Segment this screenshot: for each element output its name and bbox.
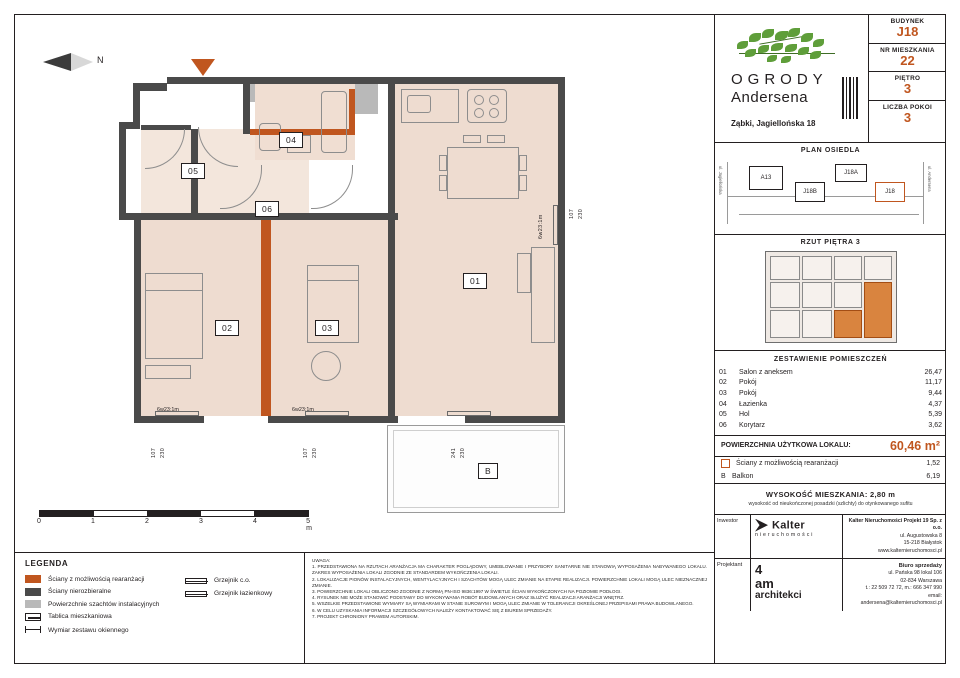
room-no-4: 05 xyxy=(719,411,727,419)
dimension-label-4: 107 xyxy=(569,208,575,219)
legend-swatch-shafts-icon xyxy=(25,600,41,608)
rooms-schedule-table xyxy=(715,367,946,431)
brand-identity-block xyxy=(715,15,946,143)
scale-bar xyxy=(37,510,312,532)
sales-info xyxy=(843,559,946,611)
table-row xyxy=(715,420,946,431)
designer-name-2: am xyxy=(755,576,774,592)
legend-column-right xyxy=(185,577,272,603)
room-name-2: Pokój xyxy=(739,389,757,397)
brand-address: Ząbki, Jagiellońska 18 xyxy=(731,119,816,128)
extra-row-walls-label: Ściany z możliwością rearanżacji xyxy=(736,460,839,468)
scale-tick-5: 5 m xyxy=(306,518,312,532)
legend-swatch-fixed-walls-icon xyxy=(25,588,41,596)
room-area-3: 4,37 xyxy=(928,400,942,408)
designer-name-1: 4 xyxy=(755,562,763,578)
notes-title: UWAGA: xyxy=(312,558,331,563)
dimension-label-3b: 230 xyxy=(460,447,466,458)
table-row xyxy=(715,399,946,410)
legend-label-0: Ściany z możliwością rearanżacji xyxy=(48,575,145,583)
room-area-1: 11,17 xyxy=(925,379,942,387)
room-area-0: 26,47 xyxy=(924,368,942,376)
investor-logo-sub: nieruchomości xyxy=(755,531,815,538)
designer-block xyxy=(715,559,946,611)
notes-line-2: 3. POWIERZCHNIE LOKALI OBLICZONO ZGODNIE Z NORMĄ PN-ISO 9836:1997 W ŚWIETLE ŚCIAN WYKOŃCZONYCH NA POZIOMIE PODŁOGI. xyxy=(312,588,622,594)
dimension-label-4b: 230 xyxy=(578,208,584,219)
drawing-sheet xyxy=(14,14,946,664)
reconfigurable-walls-swatch-icon xyxy=(721,459,730,468)
legend-swatch-window-dimension-icon xyxy=(25,625,41,635)
extra-row-walls-area: 1,52 xyxy=(926,460,940,468)
extra-row-balcony-label: Balkon xyxy=(732,473,754,481)
room-area-5: 3,62 xyxy=(928,421,942,429)
table-row xyxy=(715,409,946,420)
dimension-label-1b: 230 xyxy=(160,447,166,458)
site-plan-map xyxy=(715,156,946,234)
identity-rooms-label: LICZBA POKOI xyxy=(882,103,933,111)
site-plan-building-j18b[interactable]: J18B xyxy=(795,182,825,202)
identity-floor-label: PIĘTRO xyxy=(894,75,921,83)
room-name-4: Hol xyxy=(739,411,750,419)
brand-line-1: OGRODY xyxy=(731,71,828,88)
investor-block xyxy=(715,515,946,560)
site-plan-building-j18[interactable]: J18 xyxy=(875,182,905,202)
legend-item-radiator-co xyxy=(185,577,272,584)
sales-address-0: ul. Pańska 98 lokal 106 xyxy=(888,570,942,577)
floor-plan-thumb-title: RZUT PIĘTRA 3 xyxy=(800,239,861,246)
legend-item-3 xyxy=(25,613,294,621)
notes-line-5: 6. W CELU UZYSKANIA INFORMACJI SZCZEGÓŁOWYCH NALEŻY KONTAKTOWAĆ SIĘ Z BIUREM SPRZEDAŻY. xyxy=(312,607,553,613)
identity-rooms-value: 3 xyxy=(903,109,912,125)
room-name-1: Pokój xyxy=(739,379,757,387)
identity-floor xyxy=(869,72,946,101)
scale-tick-4: 4 xyxy=(253,518,257,525)
brand-line-2: Andersena xyxy=(731,89,809,106)
total-area-value: 60,46 m² xyxy=(889,438,940,453)
sales-title: Biuro sprzedaży xyxy=(898,563,942,570)
balcony-label: B xyxy=(478,463,498,479)
scale-tick-3: 3 xyxy=(199,518,203,525)
identity-values xyxy=(869,15,946,142)
ceiling-height-note: wysokość od nieukończonej posadzki (szlichty) do otynkowanego sufitu xyxy=(748,500,913,507)
identity-rooms xyxy=(869,101,946,129)
extra-row-balcony-area: 6,19 xyxy=(926,473,940,481)
identity-apartment-label: NR MIESZKANIA xyxy=(880,46,935,54)
ceiling-height-block xyxy=(715,484,946,515)
investor-address-1: 15-218 Białystok xyxy=(903,540,942,547)
compass-north-label: N xyxy=(97,55,104,65)
orientation-marker-icon xyxy=(191,59,215,76)
site-plan-title: PLAN OSIEDLA xyxy=(800,147,861,154)
room-number-06: 06 xyxy=(255,201,279,217)
identity-budynek xyxy=(869,15,946,44)
investor-label: Inwestor xyxy=(715,515,751,559)
legend-item-4 xyxy=(25,625,294,635)
ceiling-height-title: WYSOKOŚĆ MIESZKANIA: 2,80 m xyxy=(765,489,896,499)
identity-apartment-value: 22 xyxy=(900,52,915,68)
identity-floor-value: 3 xyxy=(903,81,912,97)
table-row xyxy=(715,378,946,389)
investor-info xyxy=(843,515,946,559)
room-number-03: 03 xyxy=(315,320,339,336)
tree-leaves-icon xyxy=(731,27,846,67)
identity-apartment xyxy=(869,44,946,73)
identity-budynek-label: BUDYNEK xyxy=(890,18,925,25)
floor-plan-drawing xyxy=(15,15,714,552)
room-number-05: 05 xyxy=(181,163,205,179)
barcode-icon xyxy=(842,77,860,119)
room-no-1: 02 xyxy=(719,379,727,387)
legend-label-3: Tablica mieszkaniowa xyxy=(48,613,112,620)
site-plan-building-a13[interactable]: A13 xyxy=(749,166,783,190)
legend-panel xyxy=(15,552,305,664)
title-block xyxy=(715,15,946,664)
room-no-0: 01 xyxy=(719,368,727,376)
floor-plan-thumb-block xyxy=(715,235,946,351)
sales-address-1: 02-834 Warszawa xyxy=(900,577,942,584)
notes-panel xyxy=(305,552,715,664)
floor-plan-area xyxy=(15,15,715,552)
compass-icon xyxy=(37,41,107,87)
legend-label-radiator-bath: Grzejnik łazienkowy xyxy=(214,590,273,597)
floor-plan-thumbnail xyxy=(715,248,946,350)
scale-tick-0: 0 xyxy=(37,518,41,525)
legend-label-4: Wymiar zestawu okiennego xyxy=(48,626,129,634)
legend-title: LEGENDA xyxy=(25,559,69,568)
scale-tick-2: 2 xyxy=(145,518,149,525)
dimension-label-2: 107 xyxy=(303,447,309,458)
room-number-04: 04 xyxy=(279,132,303,148)
scale-tick-1: 1 xyxy=(91,518,95,525)
kalter-chevron-icon xyxy=(755,519,768,532)
site-plan-building-j18a[interactable]: J18A xyxy=(835,164,867,182)
room-area-4: 5,39 xyxy=(928,411,942,419)
investor-logo-name: Kalter nieruchomości xyxy=(755,519,838,538)
investor-logo xyxy=(751,515,843,559)
window-label-3: 6w23:1m xyxy=(538,214,544,239)
window-label-1: 6w23:1m xyxy=(157,407,179,413)
dimension-label-1: 107 xyxy=(151,447,157,458)
balcony-mark: B xyxy=(721,473,726,481)
room-name-3: Łazienka xyxy=(739,400,768,408)
designer-label: Projektant xyxy=(715,559,751,611)
room-area-2: 9,44 xyxy=(928,389,942,397)
extra-row-balcony xyxy=(715,471,946,483)
dimension-label-2b: 230 xyxy=(312,447,318,458)
room-number-01: 01 xyxy=(463,273,487,289)
legend-swatch-apartment-plate-icon xyxy=(25,613,41,621)
designer-logo xyxy=(751,559,843,611)
identity-budynek-value: J18 xyxy=(896,24,919,39)
legend-label-2: Powierzchnie szachtów instalacyjnych xyxy=(48,600,160,608)
table-row xyxy=(715,388,946,399)
table-row xyxy=(715,367,946,378)
notes-line-3: 4. RYSUNEK NIE MOŻE STANOWIĆ PODSTAWY DO WYKONYWANIA ROBÓT BUDOWLANYCH ORAZ SŁUŻYĆ REALIZACJI ARANŻACJI WNĘTRZ. xyxy=(312,595,625,601)
legend-label-1: Ściany nierozbieralne xyxy=(48,588,112,595)
site-plan-street-left: ul. Jagiellońska xyxy=(718,166,723,195)
sales-address-3[interactable]: email: andersena@kalternieruchomosci.pl xyxy=(860,592,942,607)
legend-swatch-reconfigurable-walls-icon xyxy=(25,575,41,583)
room-number-02: 02 xyxy=(215,320,239,336)
site-plan-street-right: ul. Andersena xyxy=(927,166,932,192)
site-plan-block xyxy=(715,143,946,235)
investor-address-0: ul. Augustowska 8 xyxy=(900,532,942,539)
designer-name-3: architekci xyxy=(755,590,802,602)
dimension-label-3: 241 xyxy=(451,447,457,458)
investor-name: Kalter Nieruchomości Projekt 19 Sp. z o.o. xyxy=(848,517,942,532)
legend-label-radiator-co: Grzejnik c.o. xyxy=(214,577,251,584)
legend-item-radiator-bath xyxy=(185,590,272,597)
room-no-5: 06 xyxy=(719,421,727,429)
radiator-co-icon xyxy=(185,578,207,584)
total-area-row xyxy=(715,435,946,457)
investor-address-2[interactable]: www.kalternieruchomosci.pl xyxy=(877,547,942,554)
notes-line-6: 7. PROJEKT CHRONIONY PRAWEM AUTORSKIM. xyxy=(312,613,419,619)
room-name-0: Salon z aneksem xyxy=(739,368,793,376)
rooms-schedule-block xyxy=(715,351,946,484)
notes-line-1: 2. LOKALIZACJE PIONÓW INSTALACYJNYCH, WENTYLACYJNYCH I SZACHTÓW MOGĄ ULEC ZMIANIE NA ETAPIE REALIZACJI. POWIERZCHNIE LOKALI MOGĄ ULEC NIEZNACZNEJ ZMIANIE. xyxy=(312,576,707,588)
total-area-label: POWIERZCHNIA UŻYTKOWA LOKALU: xyxy=(721,442,851,450)
notes-line-0: 1. PRZEDSTAWIONA NA RZUTACH ARANŻACJA MA CHARAKTER POGLĄDOWY, UMEBLOWANIE I PRZYBORY SANITARNE NIE STANOWIĄ WYPOSAŻENIA NABYWANEGO LOKALU. ZAKRES WYPOSAŻENIA LOKALI ZGODNIE ZE STANDARDEM WYKOŃCZENIA LOKALI. xyxy=(312,564,707,576)
room-no-3: 04 xyxy=(719,400,727,408)
brand-block xyxy=(715,15,869,142)
rooms-schedule-title: ZESTAWIENIE POMIESZCZEŃ xyxy=(773,356,888,363)
extra-row-walls xyxy=(715,457,946,471)
sales-address-2[interactable]: t.: 22 509 72 72, m.: 666 347 990 xyxy=(865,585,942,592)
room-no-2: 03 xyxy=(719,389,727,397)
radiator-bathroom-icon xyxy=(185,591,207,597)
notes-line-4: 5. WSZELKIE PRZEDSTAWIONE WYMIARY SĄ WYMIARAMI W STANIE SUROWYM I MOGĄ ULEC ZMIANIE W TOLERANCJI OKREŚLONEJ PRZEPISAMI PRAWA BUDOWLANEGO. xyxy=(312,601,694,607)
room-name-5: Korytarz xyxy=(739,421,766,429)
window-label-2: 6w23:1m xyxy=(292,407,314,413)
